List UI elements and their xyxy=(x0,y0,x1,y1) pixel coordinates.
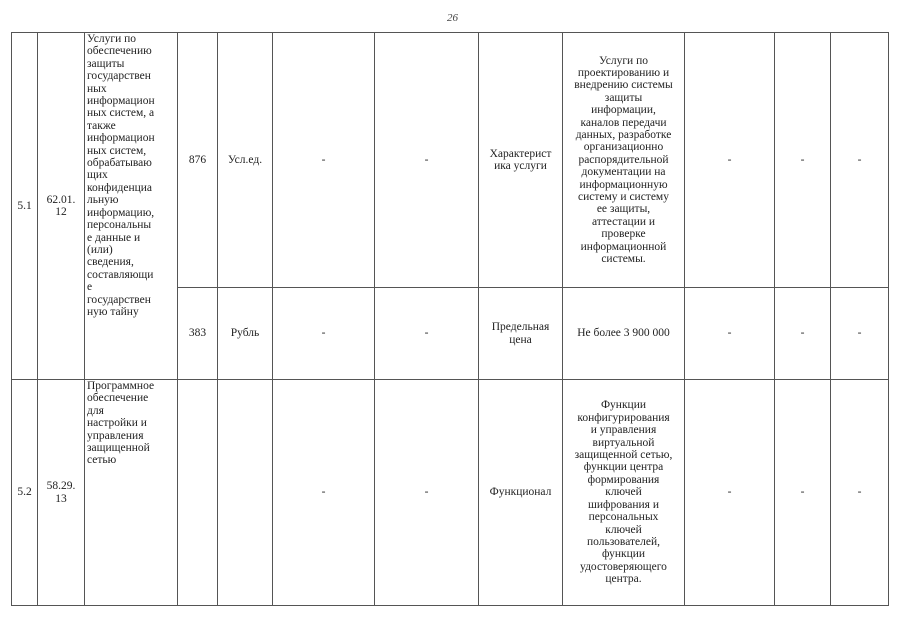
dash-value: - xyxy=(727,153,732,166)
okei-code-cell xyxy=(178,380,218,606)
characteristic-cell xyxy=(479,33,563,288)
dash-value: - xyxy=(424,486,429,499)
empty-cell xyxy=(375,33,479,288)
table-row xyxy=(12,380,889,606)
characteristic-value: Услуги по проектированию и внедрению системы защиты информации, каналов передачи данных, разработке организационно распорядительной документации на информационную систему и систему ее защиты, аттестации и проверке информационной системы. xyxy=(574,54,673,266)
dash-value: - xyxy=(727,486,732,499)
unit-name: Рубль xyxy=(230,327,260,340)
characteristic-name: Характерист ика услуги xyxy=(489,147,552,172)
unit-name: Усл.ед. xyxy=(227,153,263,166)
dash-value: - xyxy=(800,153,805,166)
okpd-code: 58.29. 13 xyxy=(46,480,76,505)
row-number-cell xyxy=(12,33,38,380)
empty-cell xyxy=(375,288,479,380)
unit-cell xyxy=(218,380,273,606)
row-number: 5.1 xyxy=(17,199,32,212)
empty-cell xyxy=(273,380,375,606)
characteristic-name: Предельная цена xyxy=(491,321,550,346)
dash-value: - xyxy=(727,327,732,340)
page-number: 26 xyxy=(447,12,458,24)
okpd-code-cell xyxy=(38,380,85,606)
okei-code: 876 xyxy=(188,153,207,166)
dash-value: - xyxy=(424,327,429,340)
dash-value: - xyxy=(424,153,429,166)
empty-cell xyxy=(775,288,831,380)
item-name-cell xyxy=(85,380,178,606)
dash-value: - xyxy=(857,486,862,499)
empty-cell xyxy=(375,380,479,606)
dash-value: - xyxy=(321,153,326,166)
dash-value: - xyxy=(857,327,862,340)
dash-value: - xyxy=(857,153,862,166)
empty-cell xyxy=(775,33,831,288)
dash-value: - xyxy=(800,486,805,499)
item-name: Услуги по обеспечению защиты государствен ных информацион ных систем, а также информацион ных систем, обрабатываю щих конфиденциа льную информацию, персональны е данные и (или) сведения, составляющи е государствен ную тайну xyxy=(87,33,155,318)
empty-cell xyxy=(685,33,775,288)
characteristic-cell xyxy=(479,380,563,606)
empty-cell xyxy=(775,380,831,606)
dash-value: - xyxy=(321,327,326,340)
characteristic-name: Функционал xyxy=(489,486,552,499)
dash-value: - xyxy=(800,327,805,340)
unit-cell xyxy=(218,33,273,288)
unit-cell xyxy=(218,288,273,380)
okei-code-cell xyxy=(178,288,218,380)
characteristic-cell xyxy=(479,288,563,380)
characteristic-value-cell xyxy=(563,380,685,606)
okpd-code-cell xyxy=(38,33,85,380)
okpd-code: 62.01. 12 xyxy=(46,193,76,218)
empty-cell xyxy=(831,33,889,288)
characteristic-value-cell xyxy=(563,33,685,288)
item-name: Программное обеспечение для настройки и управления защищенной сетью xyxy=(87,380,155,467)
empty-cell xyxy=(685,380,775,606)
okei-code: 383 xyxy=(188,327,207,340)
item-name-cell xyxy=(85,33,178,380)
empty-cell xyxy=(685,288,775,380)
empty-cell xyxy=(273,288,375,380)
characteristic-value-cell xyxy=(563,288,685,380)
row-number-cell xyxy=(12,380,38,606)
empty-cell xyxy=(831,288,889,380)
specification-table xyxy=(11,32,889,606)
empty-cell xyxy=(273,33,375,288)
characteristic-value: Функции конфигурирования и управления виртуальной защищенной сетью, функции центра формирования ключей шифрования и персональных ключей пользователей, функции удостоверяющего центра. xyxy=(574,399,673,586)
okei-code-cell xyxy=(178,33,218,288)
row-number: 5.2 xyxy=(17,486,32,499)
characteristic-value: Не более 3 900 000 xyxy=(577,327,670,340)
dash-value: - xyxy=(321,486,326,499)
empty-cell xyxy=(831,380,889,606)
table-row xyxy=(12,33,889,288)
